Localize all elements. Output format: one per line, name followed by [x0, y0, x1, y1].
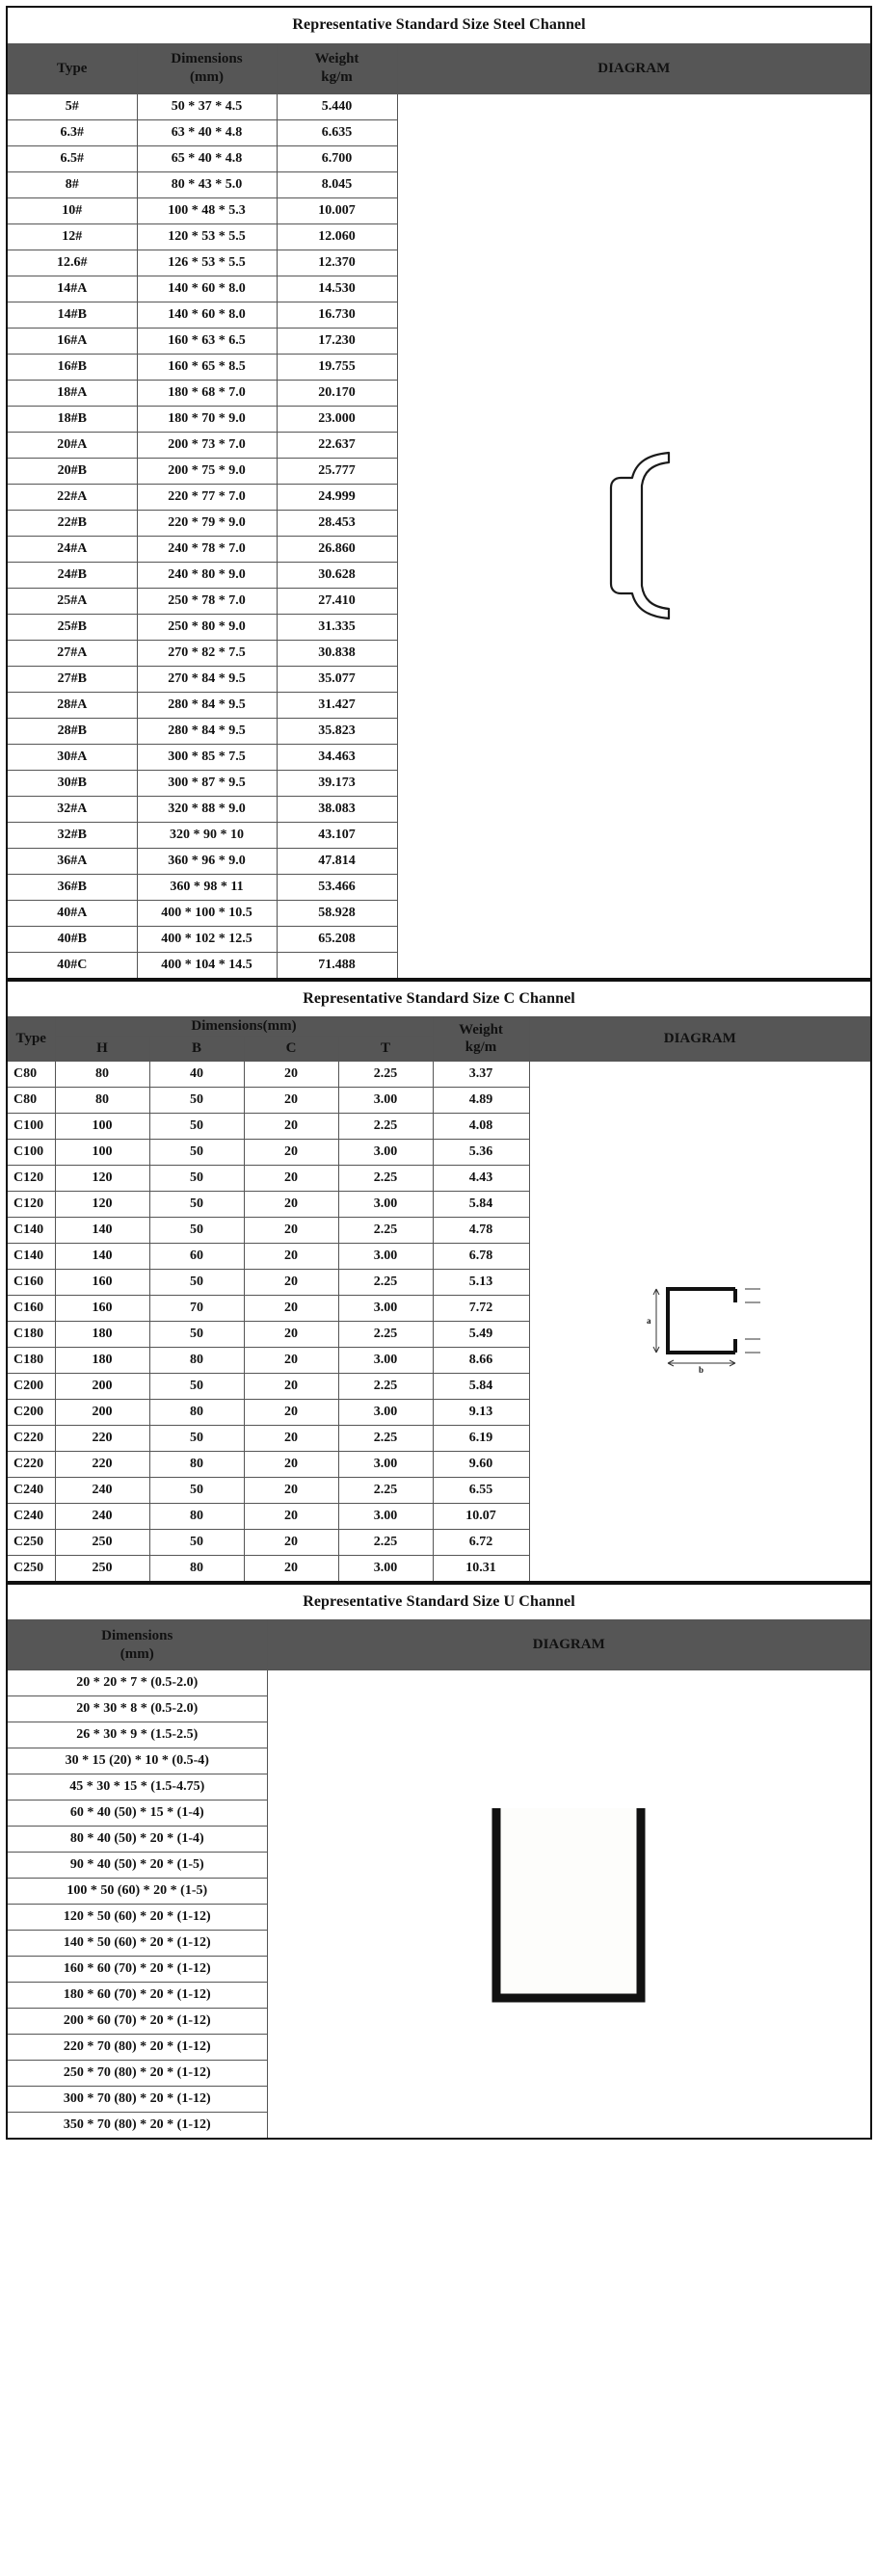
- cell-h: 140: [55, 1243, 149, 1269]
- cell-type: C140: [7, 1243, 55, 1269]
- cell-weight: 9.13: [433, 1399, 529, 1425]
- cell-b: 80: [149, 1451, 244, 1477]
- cell-type: C240: [7, 1503, 55, 1529]
- cell-type: C200: [7, 1373, 55, 1399]
- cell-dimensions: 240 * 78 * 7.0: [137, 536, 277, 562]
- cell-type: 40#C: [7, 952, 137, 979]
- cell-dimensions: 65 * 40 * 4.8: [137, 145, 277, 171]
- cell-weight: 22.637: [277, 432, 397, 458]
- c-channel-table: [6, 980, 872, 1583]
- cell-weight: 19.755: [277, 354, 397, 380]
- cell-dimensions: 20 * 30 * 8 * (0.5-2.0): [7, 1696, 267, 1722]
- cell-b: 80: [149, 1399, 244, 1425]
- header-weight-line1: Weight: [314, 51, 359, 67]
- header-diagram: DIAGRAM: [397, 43, 871, 93]
- cell-type: C80: [7, 1087, 55, 1113]
- cell-weight: 20.170: [277, 380, 397, 406]
- cell-t: 2.25: [338, 1477, 433, 1503]
- cell-weight: 34.463: [277, 744, 397, 770]
- c-channel-profile-icon: [627, 1268, 772, 1374]
- cell-c: 20: [244, 1269, 338, 1295]
- cell-c: 20: [244, 1555, 338, 1582]
- cell-dimensions: 126 * 53 * 5.5: [137, 250, 277, 276]
- steel-channel-diagram: [397, 93, 871, 979]
- cell-b: 50: [149, 1217, 244, 1243]
- cell-dimensions: 140 * 50 (60) * 20 * (1-12): [7, 1931, 267, 1957]
- cell-type: C200: [7, 1399, 55, 1425]
- cell-h: 160: [55, 1295, 149, 1321]
- u-channel-header-row: [7, 1620, 871, 1670]
- cell-t: 2.25: [338, 1321, 433, 1347]
- cell-type: C120: [7, 1165, 55, 1191]
- u-header-dimensions-line2: (mm): [119, 1645, 154, 1662]
- cell-type: 40#B: [7, 926, 137, 952]
- cell-type: 5#: [7, 93, 137, 119]
- cell-type: 28#A: [7, 692, 137, 718]
- cell-dimensions: 300 * 70 (80) * 20 * (1-12): [7, 2087, 267, 2113]
- cell-type: 24#B: [7, 562, 137, 588]
- c-channel-header-row-1: [7, 1017, 871, 1037]
- cell-weight: 6.55: [433, 1477, 529, 1503]
- cell-dimensions: 270 * 82 * 7.5: [137, 640, 277, 666]
- cell-dimensions: 270 * 84 * 9.5: [137, 666, 277, 692]
- cell-type: 8#: [7, 171, 137, 197]
- cell-c: 20: [244, 1451, 338, 1477]
- cell-c: 20: [244, 1165, 338, 1191]
- cell-dimensions: 250 * 70 (80) * 20 * (1-12): [7, 2061, 267, 2087]
- c-header-h: H: [55, 1036, 149, 1061]
- cell-type: 32#B: [7, 822, 137, 848]
- cell-b: 50: [149, 1269, 244, 1295]
- cell-b: 50: [149, 1425, 244, 1451]
- cell-dimensions: 180 * 60 (70) * 20 * (1-12): [7, 1983, 267, 2009]
- cell-dimensions: 280 * 84 * 9.5: [137, 692, 277, 718]
- cell-b: 70: [149, 1295, 244, 1321]
- cell-dimensions: 30 * 15 (20) * 10 * (0.5-4): [7, 1748, 267, 1774]
- header-type: Type: [7, 43, 137, 93]
- cell-t: 3.00: [338, 1555, 433, 1582]
- steel-channel-title: Representative Standard Size Steel Channel: [7, 7, 871, 43]
- u-channel-diagram: [267, 1670, 871, 2140]
- cell-weight: 38.083: [277, 796, 397, 822]
- cell-weight: 14.530: [277, 276, 397, 302]
- cell-type: C180: [7, 1347, 55, 1373]
- cell-weight: 5.84: [433, 1373, 529, 1399]
- cell-dimensions: 220 * 70 (80) * 20 * (1-12): [7, 2035, 267, 2061]
- cell-weight: 35.077: [277, 666, 397, 692]
- cell-t: 3.00: [338, 1139, 433, 1165]
- cell-dimensions: 360 * 98 * 11: [137, 874, 277, 900]
- cell-dimensions: 80 * 43 * 5.0: [137, 171, 277, 197]
- cell-weight: 65.208: [277, 926, 397, 952]
- cell-type: 36#A: [7, 848, 137, 874]
- cell-h: 250: [55, 1529, 149, 1555]
- cell-weight: 31.427: [277, 692, 397, 718]
- cell-weight: 4.43: [433, 1165, 529, 1191]
- cell-b: 50: [149, 1113, 244, 1139]
- u-header-dimensions-line1: Dimensions: [101, 1628, 173, 1643]
- cell-h: 180: [55, 1321, 149, 1347]
- cell-dimensions: 26 * 30 * 9 * (1.5-2.5): [7, 1722, 267, 1748]
- cell-weight: 30.628: [277, 562, 397, 588]
- cell-weight: 10.007: [277, 197, 397, 223]
- c-channel-diagram: [529, 1061, 871, 1582]
- cell-weight: 5.84: [433, 1191, 529, 1217]
- cell-h: 200: [55, 1399, 149, 1425]
- cell-t: 2.25: [338, 1373, 433, 1399]
- cell-weight: 4.08: [433, 1113, 529, 1139]
- c-header-weight-line2: kg/m: [465, 1039, 497, 1056]
- cell-c: 20: [244, 1477, 338, 1503]
- cell-dimensions: 220 * 79 * 9.0: [137, 510, 277, 536]
- cell-type: 30#A: [7, 744, 137, 770]
- cell-dimensions: 200 * 75 * 9.0: [137, 458, 277, 484]
- cell-dimensions: 80 * 40 (50) * 20 * (1-4): [7, 1827, 267, 1853]
- cell-weight: 6.700: [277, 145, 397, 171]
- cell-weight: 27.410: [277, 588, 397, 614]
- cell-type: C220: [7, 1451, 55, 1477]
- cell-b: 50: [149, 1191, 244, 1217]
- cell-dimensions: 240 * 80 * 9.0: [137, 562, 277, 588]
- cell-h: 100: [55, 1113, 149, 1139]
- cell-dimensions: 140 * 60 * 8.0: [137, 302, 277, 328]
- c-header-dimensions: Dimensions(mm): [55, 1017, 433, 1037]
- c-header-c: C: [244, 1036, 338, 1061]
- u-channel-title: Representative Standard Size U Channel: [7, 1584, 871, 1620]
- cell-h: 240: [55, 1503, 149, 1529]
- cell-weight: 12.060: [277, 223, 397, 250]
- cell-h: 160: [55, 1269, 149, 1295]
- cell-b: 40: [149, 1061, 244, 1087]
- cell-c: 20: [244, 1399, 338, 1425]
- cell-weight: 5.13: [433, 1269, 529, 1295]
- cell-dimensions: 320 * 90 * 10: [137, 822, 277, 848]
- cell-dimensions: 200 * 60 (70) * 20 * (1-12): [7, 2009, 267, 2035]
- cell-b: 50: [149, 1087, 244, 1113]
- cell-h: 180: [55, 1347, 149, 1373]
- cell-dimensions: 160 * 65 * 8.5: [137, 354, 277, 380]
- cell-weight: 4.78: [433, 1217, 529, 1243]
- cell-type: 18#B: [7, 406, 137, 432]
- cell-dimensions: 400 * 104 * 14.5: [137, 952, 277, 979]
- cell-weight: 6.19: [433, 1425, 529, 1451]
- cell-type: C140: [7, 1217, 55, 1243]
- table-row: [7, 93, 871, 119]
- cell-dimensions: 50 * 37 * 4.5: [137, 93, 277, 119]
- cell-weight: 4.89: [433, 1087, 529, 1113]
- cell-t: 3.00: [338, 1087, 433, 1113]
- cell-type: 12#: [7, 223, 137, 250]
- cell-c: 20: [244, 1347, 338, 1373]
- cell-b: 80: [149, 1503, 244, 1529]
- cell-type: 16#B: [7, 354, 137, 380]
- cell-type: C160: [7, 1269, 55, 1295]
- cell-dimensions: 220 * 77 * 7.0: [137, 484, 277, 510]
- cell-b: 50: [149, 1373, 244, 1399]
- cell-type: 28#B: [7, 718, 137, 744]
- cell-weight: 47.814: [277, 848, 397, 874]
- cell-weight: 6.72: [433, 1529, 529, 1555]
- cell-dimensions: 200 * 73 * 7.0: [137, 432, 277, 458]
- cell-dimensions: 100 * 50 (60) * 20 * (1-5): [7, 1879, 267, 1905]
- cell-c: 20: [244, 1061, 338, 1087]
- cell-t: 2.25: [338, 1113, 433, 1139]
- header-dimensions-line2: (mm): [190, 69, 224, 85]
- u-channel-profile-icon: [477, 1801, 660, 2008]
- cell-type: 25#B: [7, 614, 137, 640]
- cell-dimensions: 320 * 88 * 9.0: [137, 796, 277, 822]
- steel-channel-profile-icon: [576, 439, 692, 632]
- cell-weight: 8.045: [277, 171, 397, 197]
- cell-weight: 7.72: [433, 1295, 529, 1321]
- cell-weight: 8.66: [433, 1347, 529, 1373]
- cell-weight: 5.440: [277, 93, 397, 119]
- cell-dimensions: 350 * 70 (80) * 20 * (1-12): [7, 2113, 267, 2140]
- cell-dimensions: 160 * 60 (70) * 20 * (1-12): [7, 1957, 267, 1983]
- svg-text:a: a: [647, 1316, 651, 1327]
- u-channel-title-row: [7, 1584, 871, 1620]
- svg-text:b: b: [699, 1365, 704, 1375]
- cell-weight: 5.49: [433, 1321, 529, 1347]
- cell-t: 2.25: [338, 1425, 433, 1451]
- header-weight-line2: kg/m: [321, 69, 353, 85]
- cell-type: C250: [7, 1529, 55, 1555]
- cell-c: 20: [244, 1503, 338, 1529]
- cell-h: 240: [55, 1477, 149, 1503]
- cell-type: 6.3#: [7, 119, 137, 145]
- cell-dimensions: 90 * 40 (50) * 20 * (1-5): [7, 1853, 267, 1879]
- cell-h: 220: [55, 1451, 149, 1477]
- cell-weight: 28.453: [277, 510, 397, 536]
- cell-t: 3.00: [338, 1503, 433, 1529]
- cell-type: 14#B: [7, 302, 137, 328]
- cell-t: 2.25: [338, 1529, 433, 1555]
- cell-weight: 25.777: [277, 458, 397, 484]
- cell-t: 2.25: [338, 1269, 433, 1295]
- steel-channel-header-row: [7, 43, 871, 93]
- cell-dimensions: 280 * 84 * 9.5: [137, 718, 277, 744]
- cell-h: 120: [55, 1165, 149, 1191]
- cell-weight: 35.823: [277, 718, 397, 744]
- cell-b: 50: [149, 1477, 244, 1503]
- c-header-t: T: [338, 1036, 433, 1061]
- c-channel-title: Representative Standard Size C Channel: [7, 981, 871, 1017]
- cell-dimensions: 250 * 78 * 7.0: [137, 588, 277, 614]
- cell-c: 20: [244, 1425, 338, 1451]
- cell-weight: 16.730: [277, 302, 397, 328]
- cell-c: 20: [244, 1295, 338, 1321]
- cell-weight: 31.335: [277, 614, 397, 640]
- cell-t: 3.00: [338, 1295, 433, 1321]
- cell-type: 32#A: [7, 796, 137, 822]
- cell-dimensions: 250 * 80 * 9.0: [137, 614, 277, 640]
- cell-h: 80: [55, 1061, 149, 1087]
- cell-t: 3.00: [338, 1243, 433, 1269]
- cell-c: 20: [244, 1529, 338, 1555]
- cell-h: 80: [55, 1087, 149, 1113]
- header-dimensions-line1: Dimensions: [171, 51, 243, 67]
- cell-type: 18#A: [7, 380, 137, 406]
- header-dimensions: [137, 43, 277, 93]
- cell-type: 10#: [7, 197, 137, 223]
- diagram-box: [530, 1268, 871, 1374]
- cell-weight: 5.36: [433, 1139, 529, 1165]
- cell-t: 3.00: [338, 1399, 433, 1425]
- cell-weight: 3.37: [433, 1061, 529, 1087]
- header-weight: [277, 43, 397, 93]
- cell-dimensions: 180 * 70 * 9.0: [137, 406, 277, 432]
- cell-dimensions: 300 * 87 * 9.5: [137, 770, 277, 796]
- cell-weight: 30.838: [277, 640, 397, 666]
- cell-weight: 58.928: [277, 900, 397, 926]
- cell-h: 120: [55, 1191, 149, 1217]
- cell-c: 20: [244, 1217, 338, 1243]
- cell-h: 250: [55, 1555, 149, 1582]
- cell-type: 6.5#: [7, 145, 137, 171]
- cell-c: 20: [244, 1191, 338, 1217]
- cell-t: 2.25: [338, 1165, 433, 1191]
- cell-type: C180: [7, 1321, 55, 1347]
- cell-dimensions: 400 * 102 * 12.5: [137, 926, 277, 952]
- cell-t: 2.25: [338, 1217, 433, 1243]
- cell-dimensions: 160 * 63 * 6.5: [137, 328, 277, 354]
- diagram-box: [268, 1801, 871, 2008]
- cell-h: 140: [55, 1217, 149, 1243]
- cell-type: 40#A: [7, 900, 137, 926]
- u-header-dimensions: [7, 1620, 267, 1670]
- cell-c: 20: [244, 1243, 338, 1269]
- cell-b: 80: [149, 1555, 244, 1582]
- cell-type: 20#A: [7, 432, 137, 458]
- cell-dimensions: 100 * 48 * 5.3: [137, 197, 277, 223]
- cell-type: 22#A: [7, 484, 137, 510]
- cell-b: 50: [149, 1139, 244, 1165]
- cell-h: 220: [55, 1425, 149, 1451]
- cell-weight: 43.107: [277, 822, 397, 848]
- cell-dimensions: 140 * 60 * 8.0: [137, 276, 277, 302]
- cell-type: C250: [7, 1555, 55, 1582]
- cell-type: C100: [7, 1113, 55, 1139]
- cell-weight: 53.466: [277, 874, 397, 900]
- cell-type: C80: [7, 1061, 55, 1087]
- cell-dimensions: 45 * 30 * 15 * (1.5-4.75): [7, 1774, 267, 1801]
- cell-type: 16#A: [7, 328, 137, 354]
- cell-t: 3.00: [338, 1347, 433, 1373]
- cell-t: 3.00: [338, 1451, 433, 1477]
- cell-dimensions: 300 * 85 * 7.5: [137, 744, 277, 770]
- cell-type: 12.6#: [7, 250, 137, 276]
- cell-weight: 9.60: [433, 1451, 529, 1477]
- cell-weight: 10.07: [433, 1503, 529, 1529]
- cell-c: 20: [244, 1373, 338, 1399]
- u-channel-table: [6, 1583, 872, 2141]
- cell-weight: 26.860: [277, 536, 397, 562]
- cell-dimensions: 180 * 68 * 7.0: [137, 380, 277, 406]
- cell-dimensions: 63 * 40 * 4.8: [137, 119, 277, 145]
- cell-type: 27#A: [7, 640, 137, 666]
- cell-b: 60: [149, 1243, 244, 1269]
- cell-weight: 39.173: [277, 770, 397, 796]
- steel-channel-table: [6, 6, 872, 980]
- cell-t: 2.25: [338, 1061, 433, 1087]
- cell-dimensions: 400 * 100 * 10.5: [137, 900, 277, 926]
- cell-weight: 6.635: [277, 119, 397, 145]
- cell-weight: 17.230: [277, 328, 397, 354]
- c-header-type: Type: [7, 1017, 55, 1062]
- cell-t: 3.00: [338, 1191, 433, 1217]
- cell-type: 36#B: [7, 874, 137, 900]
- cell-type: 14#A: [7, 276, 137, 302]
- cell-type: 25#A: [7, 588, 137, 614]
- cell-weight: 10.31: [433, 1555, 529, 1582]
- cell-type: 22#B: [7, 510, 137, 536]
- cell-b: 50: [149, 1321, 244, 1347]
- table-row: [7, 1061, 871, 1087]
- cell-type: C220: [7, 1425, 55, 1451]
- c-header-weight: [433, 1017, 529, 1062]
- cell-b: 50: [149, 1165, 244, 1191]
- diagram-box: [398, 439, 871, 632]
- cell-type: C240: [7, 1477, 55, 1503]
- table-row: [7, 1670, 871, 1696]
- c-header-b: B: [149, 1036, 244, 1061]
- cell-weight: 24.999: [277, 484, 397, 510]
- cell-dimensions: 20 * 20 * 7 * (0.5-2.0): [7, 1670, 267, 1696]
- cell-b: 50: [149, 1529, 244, 1555]
- cell-h: 100: [55, 1139, 149, 1165]
- cell-weight: 23.000: [277, 406, 397, 432]
- cell-dimensions: 60 * 40 (50) * 15 * (1-4): [7, 1801, 267, 1827]
- cell-type: 24#A: [7, 536, 137, 562]
- cell-dimensions: 360 * 96 * 9.0: [137, 848, 277, 874]
- cell-weight: 71.488: [277, 952, 397, 979]
- cell-dimensions: 120 * 53 * 5.5: [137, 223, 277, 250]
- cell-c: 20: [244, 1113, 338, 1139]
- cell-c: 20: [244, 1321, 338, 1347]
- cell-type: C160: [7, 1295, 55, 1321]
- cell-weight: 6.78: [433, 1243, 529, 1269]
- c-channel-title-row: [7, 981, 871, 1017]
- cell-type: C120: [7, 1191, 55, 1217]
- cell-h: 200: [55, 1373, 149, 1399]
- cell-weight: 12.370: [277, 250, 397, 276]
- cell-type: C100: [7, 1139, 55, 1165]
- u-header-diagram: DIAGRAM: [267, 1620, 871, 1670]
- cell-b: 80: [149, 1347, 244, 1373]
- c-header-weight-line1: Weight: [459, 1021, 503, 1038]
- cell-type: 27#B: [7, 666, 137, 692]
- steel-channel-title-row: [7, 7, 871, 43]
- cell-c: 20: [244, 1139, 338, 1165]
- cell-dimensions: 120 * 50 (60) * 20 * (1-12): [7, 1905, 267, 1931]
- cell-type: 20#B: [7, 458, 137, 484]
- cell-type: 30#B: [7, 770, 137, 796]
- cell-c: 20: [244, 1087, 338, 1113]
- c-header-diagram: DIAGRAM: [529, 1017, 871, 1062]
